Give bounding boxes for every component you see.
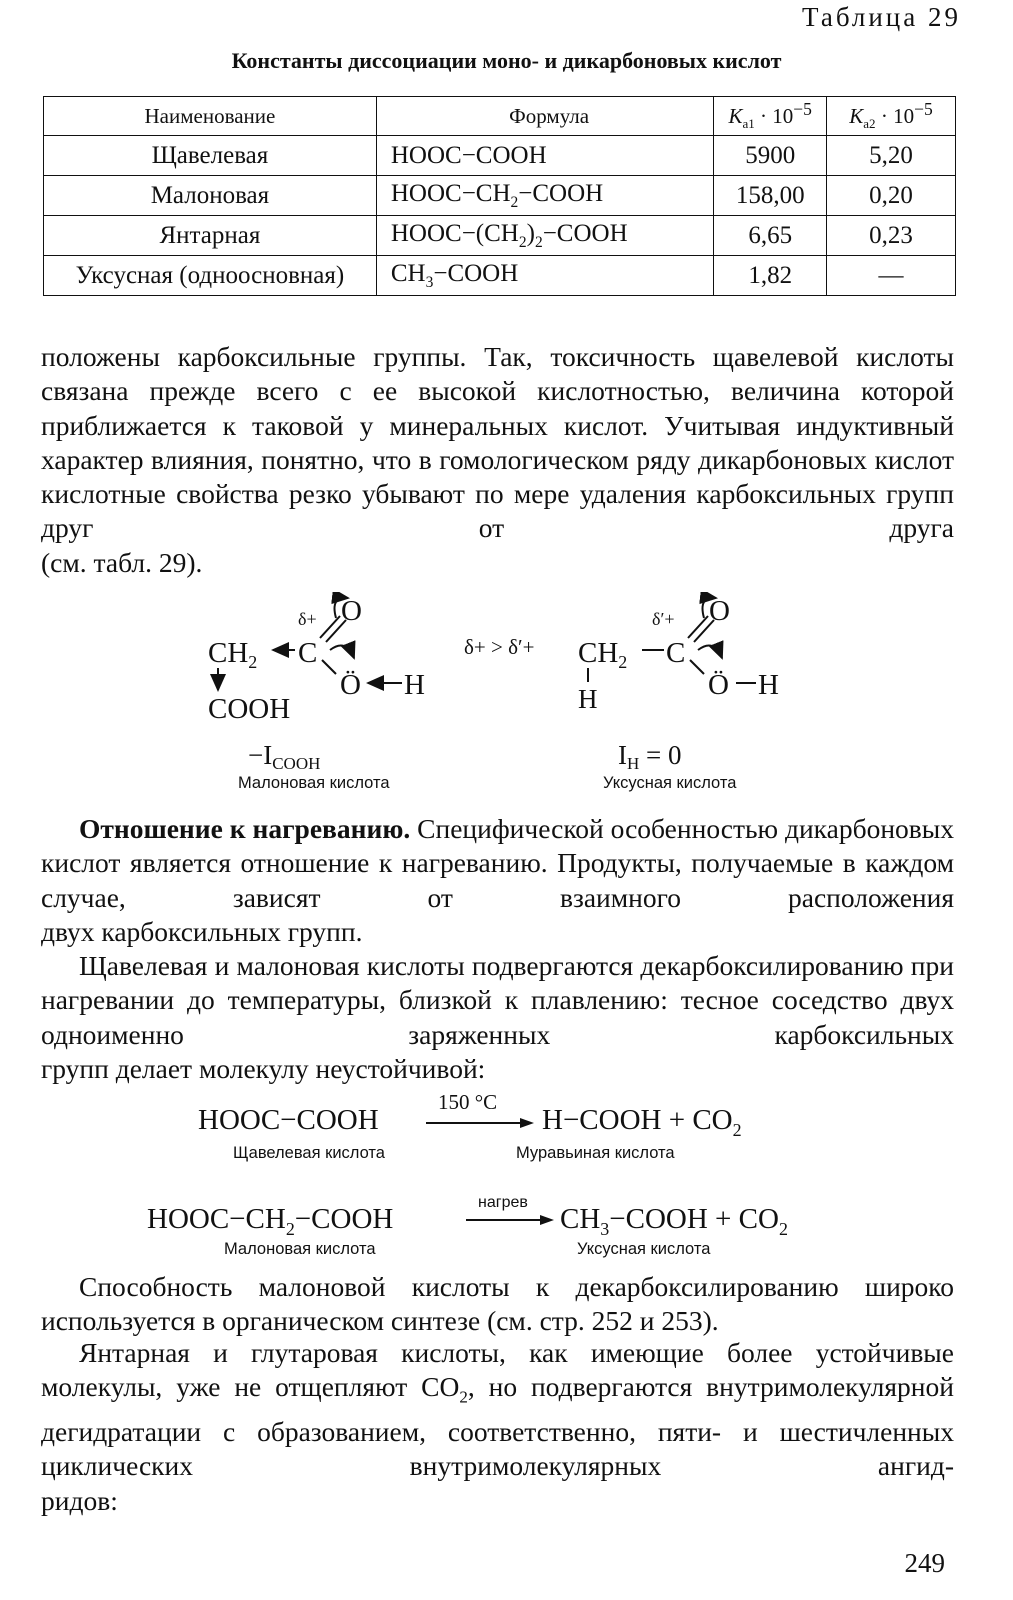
caption-oxalic: Щавелевая кислота [233,1144,385,1162]
reaction-arrow [424,1116,536,1130]
row-k1: 1,82 [714,256,827,296]
caption-formic: Муравьиная кислота [516,1144,675,1162]
row-formula: $CH_3-COOH$ [376,256,714,296]
electron-shift-arrow [330,646,354,659]
inductive-effect-scheme [190,592,810,792]
hydroxyl-oxygen: Ö [340,669,361,701]
section-heading: Отношение к нагреванию. [79,813,411,844]
cooh-group: COOH [208,693,291,725]
row-k2: 0,20 [826,176,955,216]
hydroxyl-hydrogen: H [758,669,779,701]
header-k2: $K_{a2} \cdot 10^{-5}$ [826,97,955,136]
table-header-row [44,97,956,136]
inductive-effect-label: IH = 0 [618,740,682,773]
paragraph-synthesis: Способность малоновой кислоты к декарбоксилированию широко используется в органическом синтезе (см. стр. 252 и 253). [41,1271,954,1337]
malonic-acid-structure [208,595,425,792]
table-row [44,216,956,256]
hydrogen-atom: H [578,684,598,714]
row-name: Малоновая [44,176,377,216]
page-number: 249 [904,1548,945,1578]
ch2-group: $CH_2$ [578,637,628,672]
paragraph-dehydration: Янтарная и глутаровая кислоты, как имеющие более устойчивые молекулы, уже не отщепляют $CO_2$, но подвергаются внутримолекулярной дегидратации с образованием, соответственно, пяти- и шестичленных циклических внутримолекулярных ангид- ридов: [41,1337,954,1516]
table-number: Таблица 29 [802,2,961,32]
acetic-caption: Уксусная кислота [603,774,737,792]
row-name: Уксусная (одноосновная) [44,256,377,296]
row-k1: 6,65 [714,216,827,256]
acetic-acid-structure [578,595,779,792]
hydroxyl-oxygen: Ö [708,669,729,701]
paragraph-acidity: положены карбоксильные группы. Так, токсичность щавелевой кислоты связана прежде всего с ее высокой кислотностью, величина которой приближается к таковой у минеральных кислот. Учитывая индуктивный характер влияния, понятно, что в гомологическом ряду дикарбоновых кислот кислотные свойства резко убывают по мере удаления карбоксильных групп друг от друга (см. табл. 29). [41,341,954,578]
dissociation-constants-table [43,96,956,296]
ch2-group: $CH_2$ [208,637,258,672]
row-name: Янтарная [44,216,377,256]
row-k2: 0,23 [826,216,955,256]
carbonyl-oxygen: O [341,595,362,627]
header-name: Наименование [44,97,377,136]
table-row [44,256,956,296]
reaction-arrow [464,1213,556,1227]
reaction-malonic-left: $HOOC-CH_2-COOH$ [147,1203,394,1239]
reaction-malonic-right: $CH_3-COOH + CO_2$ [560,1203,788,1239]
table-row [44,136,956,176]
row-k2: 5,20 [826,136,955,176]
table-title: Константы диссоциации моно- и дикарбоновых кислот [231,48,782,73]
carbon-atom: C [298,637,318,669]
reaction-oxalic-left: HOOC−COOH [198,1104,379,1136]
row-formula: $HOOC-CH_2-COOH$ [376,176,714,216]
caption-acetic: Уксусная кислота [577,1240,711,1258]
caption-malonic: Малоновая кислота [224,1240,376,1258]
paragraph-heating: Отношение к нагреванию. Специфической особенностью дикарбоновых кислот является отношение к нагреванию. Продукты, получаемые в каждом случае, зависят от взаимного расположения двух карбоксильных групп. [41,813,955,947]
reaction-malonic-condition: нагрев [478,1194,528,1211]
header-k1: $K_{a1} \cdot 10^{-5}$ [714,97,827,136]
reaction-oxalic-right: H−COOH + $CO_2$ [542,1104,742,1140]
malonic-caption: Малоновая кислота [238,774,390,792]
delta-comparison: δ+ > δ′+ [464,635,535,659]
row-formula: HOOC−COOH [376,136,714,176]
row-name: Щавелевая [44,136,377,176]
electron-shift-arrow [698,646,722,659]
inductive-effect-label: −ICOOH [248,740,321,773]
header-formula: Формула [376,97,714,136]
row-k2: — [826,256,955,296]
paragraph-decarboxylation: Щавелевая и малоновая кислоты подвергаются декарбоксилированию при нагревании до температуры, близкой к плавлению: тесное соседство двух одноименно заряженных карбоксильных групп делает молекулу неустойчивой: [41,950,954,1084]
carbonyl-oxygen: O [709,595,730,627]
hydroxyl-hydrogen: H [404,669,425,701]
delta-charge: δ+ [298,609,317,629]
row-k1: 158,00 [714,176,827,216]
reaction-oxalic-condition: 150 °C [438,1090,498,1114]
row-k1: 5900 [714,136,827,176]
table-row [44,176,956,216]
row-formula: $HOOC-(CH_2)_2-COOH$ [376,216,714,256]
carbon-atom: C [666,637,686,669]
delta-charge: δ′+ [652,609,675,629]
